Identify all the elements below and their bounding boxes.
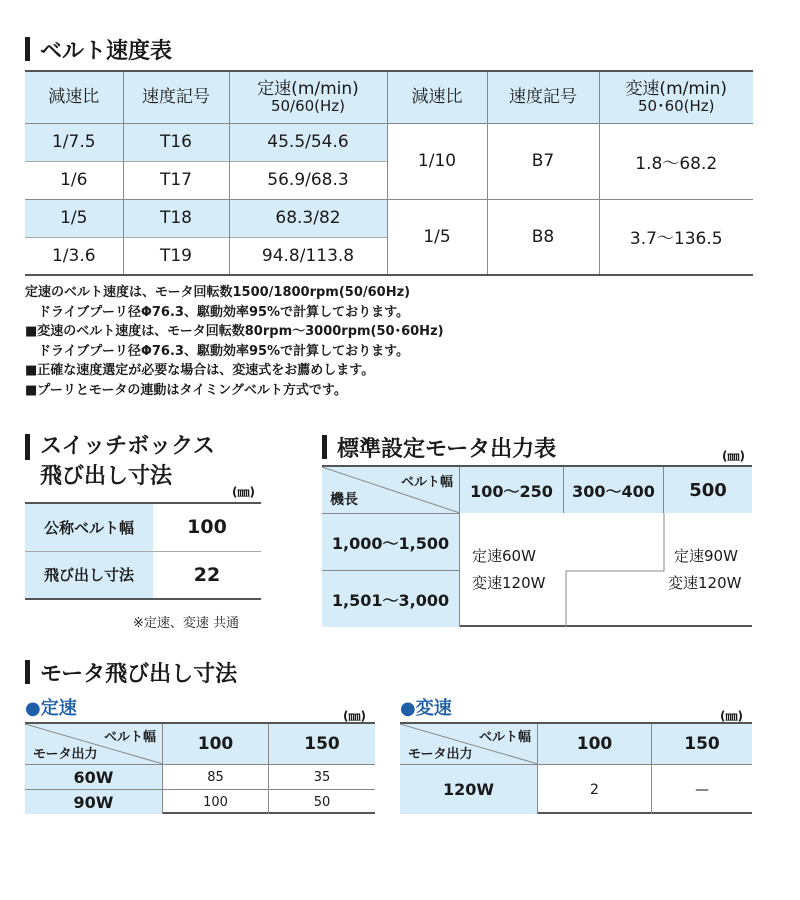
motor-protrusion-title xyxy=(25,657,237,688)
belt-speed-table xyxy=(25,70,753,276)
value-cell: 100 xyxy=(163,789,269,814)
switch-label: 公称ベルト幅 xyxy=(25,503,153,551)
note-line: ■プーリとモータの連動はタイミングベルト方式です。 xyxy=(25,382,347,398)
code-cell: T19 xyxy=(123,237,229,275)
row-header: 120W xyxy=(400,764,538,814)
header-ratio: 減速比 xyxy=(25,71,123,123)
value-cell: 2 xyxy=(538,764,652,814)
table-row xyxy=(25,503,261,551)
column-header: 150 xyxy=(269,724,375,764)
header-const-speed xyxy=(229,71,387,123)
column-header: 300〜400 xyxy=(564,467,664,513)
speed-cell: 68.3/82 xyxy=(229,199,387,237)
switch-box-title xyxy=(25,432,215,492)
table-row xyxy=(25,551,261,599)
belt-speed-title-text: ベルト速度表 xyxy=(40,39,173,64)
header-code-var: 速度記号 xyxy=(487,71,599,123)
corner-top-label: ベルト幅 xyxy=(478,730,531,745)
corner-top-label: ベルト幅 xyxy=(103,730,156,745)
ratio-cell: 1/3.6 xyxy=(25,237,123,275)
code-cell: T17 xyxy=(123,161,229,199)
var-ratio-cell: 1/5 xyxy=(387,199,487,275)
note-line: 定速のベルト速度は、モータ回転数1500/1800rpm(50/60Hz) xyxy=(25,285,411,300)
const-protrusion-table xyxy=(25,722,375,814)
column-header: 500 xyxy=(664,467,752,513)
header-const-speed-text: 定速(m/min) xyxy=(257,78,359,99)
corner-bottom-label: モータ出力 xyxy=(408,747,473,762)
var-unit: (㎜) xyxy=(720,709,743,723)
column-header: 100 xyxy=(538,724,652,764)
corner-bottom-label: 機長 xyxy=(330,492,358,508)
switch-box-title-text xyxy=(40,432,215,492)
var-code-cell: B8 xyxy=(487,199,599,275)
right-var-label: 変速120W xyxy=(668,574,742,592)
value-cell: — xyxy=(652,764,752,814)
const-label: ●定速 xyxy=(25,698,77,719)
column-header: 150 xyxy=(652,724,752,764)
var-speed-cell: 1.8〜68.2 xyxy=(599,123,753,199)
note-line: ドライブプーリ径Φ76.3、駆動効率95%で計算しております。 xyxy=(25,304,410,320)
column-header: 100〜250 xyxy=(460,467,564,513)
value-cell: 35 xyxy=(269,764,375,789)
notes xyxy=(25,283,444,400)
header-var-hz: 50･60(Hz) xyxy=(637,97,715,116)
switch-box-table xyxy=(25,502,261,600)
value-cell: 50 xyxy=(269,789,375,814)
title-bar-mark xyxy=(25,37,30,61)
header-var-speed xyxy=(599,71,753,123)
header-code: 速度記号 xyxy=(123,71,229,123)
switch-unit: (㎜) xyxy=(232,485,255,499)
table-row xyxy=(25,123,753,161)
speed-cell: 56.9/68.3 xyxy=(229,161,387,199)
left-var-label: 変速120W xyxy=(472,574,546,592)
row-header: 1,501〜3,000 xyxy=(322,570,460,627)
motor-output-unit: (㎜) xyxy=(722,449,745,463)
code-cell: T18 xyxy=(123,199,229,237)
var-speed-cell: 3.7〜136.5 xyxy=(599,199,753,275)
speed-cell: 45.5/54.6 xyxy=(229,123,387,161)
motor-output-table xyxy=(322,465,752,627)
value-cell: 85 xyxy=(163,764,269,789)
table-row xyxy=(25,199,753,237)
switch-box-title-line1: スイッチボックス xyxy=(40,434,215,459)
motor-output-title-text: 標準設定モータ出力表 xyxy=(337,437,557,462)
column-header: 100 xyxy=(163,724,269,764)
title-bar-mark xyxy=(25,660,30,684)
switch-footnote: ※定速、変速 共通 xyxy=(133,616,240,631)
var-protrusion-table xyxy=(400,722,752,814)
speed-cell: 94.8/113.8 xyxy=(229,237,387,275)
var-code-cell: B7 xyxy=(487,123,599,199)
ratio-cell: 1/7.5 xyxy=(25,123,123,161)
header-var-speed-text: 変速(m/min) xyxy=(625,78,728,99)
title-bar-mark xyxy=(25,434,30,460)
corner-cell xyxy=(400,724,538,764)
note-line: ■変速のベルト速度は、モータ回転数80rpm〜3000rpm(50･60Hz) xyxy=(25,324,444,339)
corner-top-label: ベルト幅 xyxy=(400,475,453,490)
header-const-hz: 50/60(Hz) xyxy=(270,97,346,116)
switch-value: 22 xyxy=(153,551,261,599)
switch-label: 飛び出し寸法 xyxy=(25,551,153,599)
ratio-cell: 1/6 xyxy=(25,161,123,199)
belt-speed-title xyxy=(25,34,172,65)
note-line: ■正確な速度選定が必要な場合は、変速式をお薦めします。 xyxy=(25,363,375,378)
corner-cell xyxy=(25,724,163,764)
row-header: 90W xyxy=(25,789,163,814)
switch-box-title-line2: 飛び出し寸法 xyxy=(40,464,173,489)
const-unit: (㎜) xyxy=(343,709,366,723)
row-header: 1,000〜1,500 xyxy=(322,513,460,570)
var-ratio-cell: 1/10 xyxy=(387,123,487,199)
title-bar-mark xyxy=(322,435,327,459)
right-const-label: 定速90W xyxy=(674,547,738,565)
ratio-cell: 1/5 xyxy=(25,199,123,237)
code-cell: T16 xyxy=(123,123,229,161)
motor-output-title xyxy=(322,432,556,463)
corner-bottom-label: モータ出力 xyxy=(33,747,98,762)
motor-protrusion-title-text: モータ飛び出し寸法 xyxy=(40,662,238,687)
row-header: 60W xyxy=(25,764,163,789)
header-ratio-var: 減速比 xyxy=(387,71,487,123)
left-const-label: 定速60W xyxy=(472,547,536,565)
var-label: ●変速 xyxy=(400,698,452,719)
switch-value: 100 xyxy=(153,503,261,551)
note-line: ドライブプーリ径Φ76.3、駆動効率95%で計算しております。 xyxy=(25,343,410,359)
